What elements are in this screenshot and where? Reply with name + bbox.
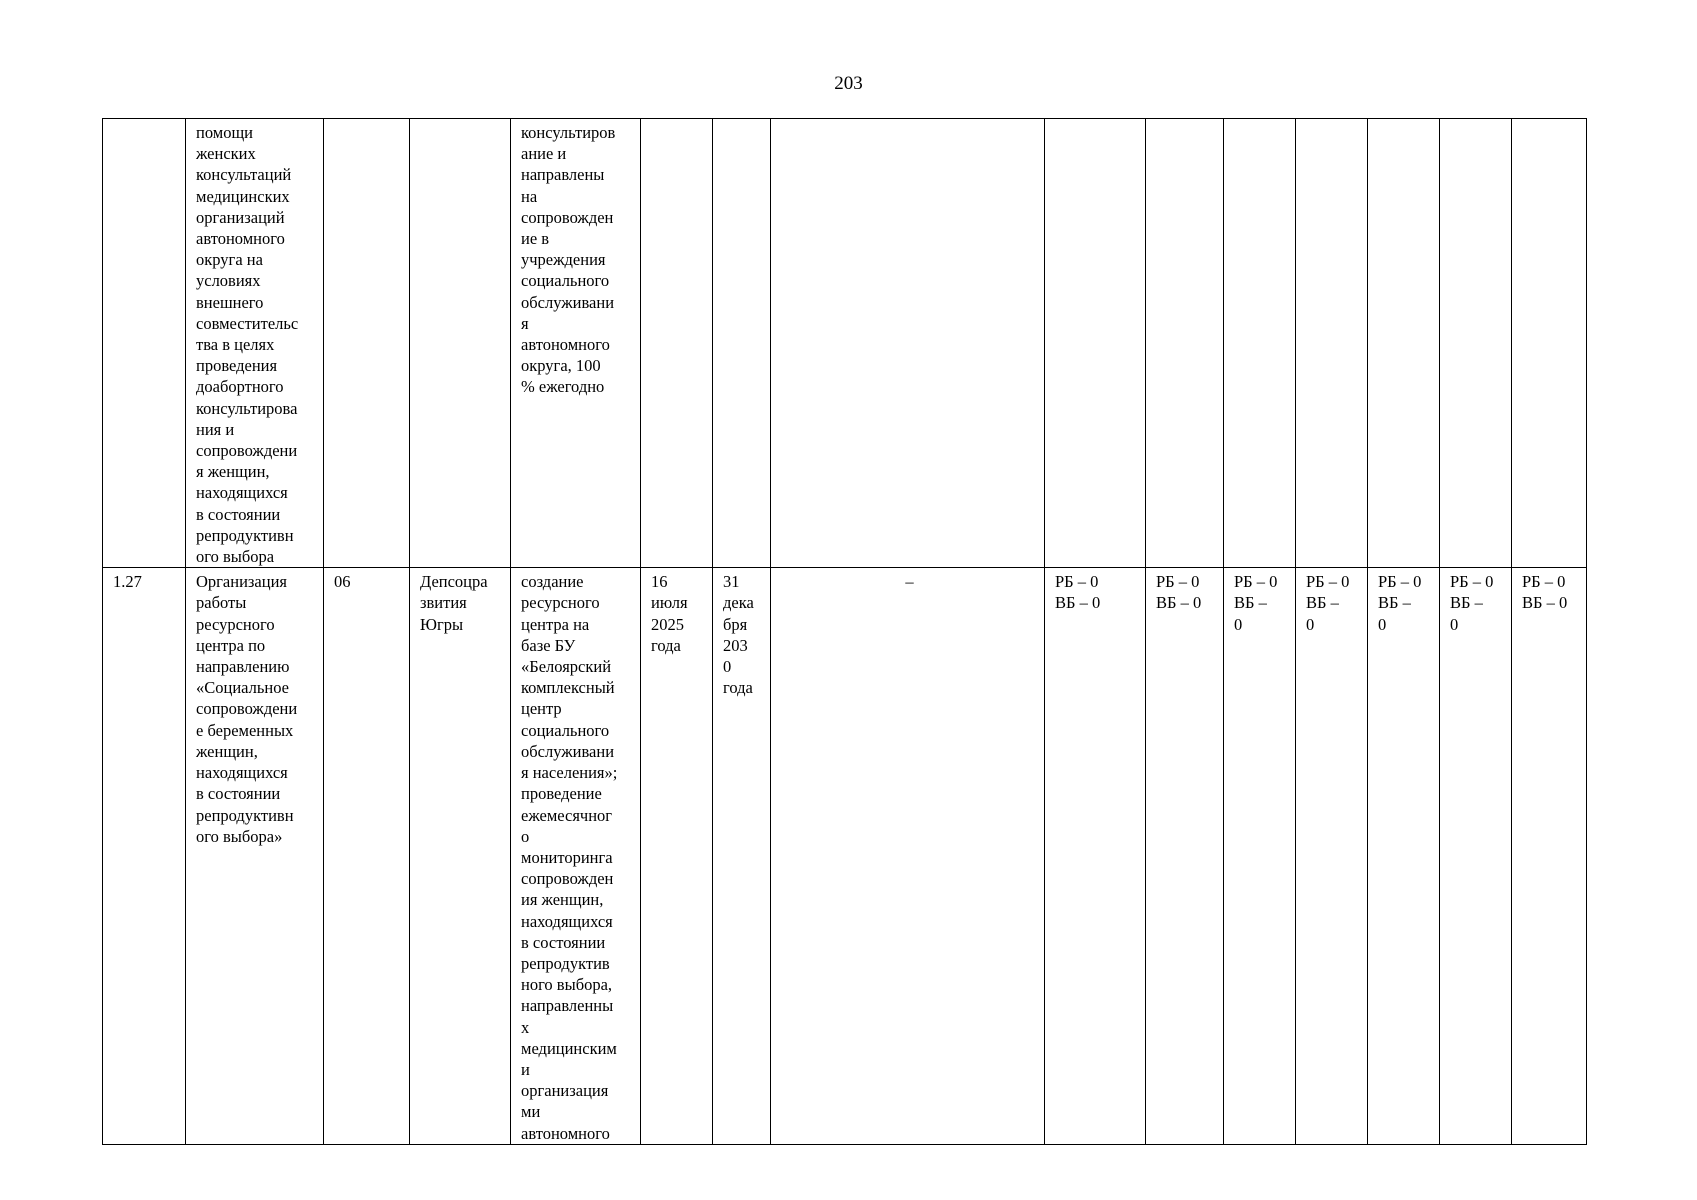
cell-text-line: х [521,1017,530,1037]
table-row [103,568,1587,1144]
cell-text-line: звития [420,593,467,613]
cell-text-line: ого выбора» [196,826,283,846]
cell-text-line: базе БУ [521,635,576,655]
cell-text-line: ия женщин, [521,890,604,910]
cell-text-line: бря [723,614,748,634]
cell-text-line: «Белоярский [521,657,612,677]
cell-text-line: сопровождени [196,441,298,461]
page-number: 203 [834,73,863,94]
cell-text-line: округа, 100 [521,356,601,376]
cell-text-line: условиях [196,271,261,291]
cell-activity-name [186,568,324,1144]
cell-text-line: 2025 [651,614,684,634]
cell-text-line: ресурсного [521,593,600,613]
cell-funding-3 [1224,568,1296,1144]
cell-result [511,119,641,568]
cell-text-line: обслуживани [521,292,615,312]
cell-text-line: года [723,678,753,698]
cell-text-line: автономного [521,335,610,355]
cell-text-line: 16 [651,572,668,592]
cell-text-line: 0 [1378,614,1387,634]
cell-text-line: округа на [196,250,263,270]
cell-text-line: 203 [723,635,748,655]
cell-end-date [713,119,771,568]
cell-text-line: ного выбора, [521,975,613,995]
cell-text-line: Организация [196,572,288,592]
cell-text-line: центра по [196,635,266,655]
cell-text-line: комплексный [521,678,615,698]
cell-responsible [410,119,511,568]
cell-text-line: медицинским [521,1038,617,1058]
cell-text-line: в состоянии [196,784,281,804]
cell-funding-7 [1512,568,1587,1144]
cell-text-line: доабортного [196,377,284,397]
cell-text-line: % ежегодно [521,377,605,397]
cell-funding-5 [1368,568,1440,1144]
cell-text-line: проведение [521,784,602,804]
cell-text-line: репродуктивн [196,805,294,825]
cell-result [511,568,641,1144]
cell-funding-2 [1146,568,1224,1144]
cell-text-line: РБ – 0 [1378,572,1422,592]
cell-note [771,119,1045,568]
cell-text-line: консультиров [521,123,616,142]
cell-funding-5 [1368,119,1440,568]
cell-text-line: направлению [196,657,290,677]
cell-number: 1.27 [103,568,186,1144]
cell-text-line: социального [521,720,610,740]
cell-text-line: РБ – 0 [1055,572,1099,592]
cell-text-line: находящихся [196,483,288,503]
cell-text-line: организаций [196,207,285,227]
cell-funding-3 [1224,119,1296,568]
cell-funding-1 [1045,119,1146,568]
cell-number [103,119,186,568]
cell-text-line: и [521,1059,530,1079]
cell-funding-2 [1146,119,1224,568]
cell-funding-6 [1440,119,1512,568]
cell-text-line: ВБ – 0 [1156,593,1202,613]
cell-text-line: женских [196,144,256,164]
cell-text-line: сопровожден [521,869,614,889]
cell-text-line: о [521,826,530,846]
cell-text-line: РБ – 0 [1306,572,1350,592]
cell-text-line: консультаций [196,165,292,185]
cell-text-line: совместительс [196,313,299,333]
cell-text-line: сопровожден [521,207,614,227]
cell-text-line: ие в [521,229,550,249]
activities-table [102,118,1587,1145]
cell-text-line: на [521,186,538,206]
cell-text-line: 0 [1234,614,1243,634]
cell-text-line: ресурсного [196,614,275,634]
cell-text-line: РБ – 0 [1234,572,1278,592]
cell-text-line: помощи [196,123,253,142]
cell-text-line: ми [521,1102,541,1122]
cell-text-line: женщин, [196,741,258,761]
cell-text-line: е беременных [196,720,294,740]
cell-text-line: «Социальное [196,678,289,698]
cell-text-line: в состоянии [196,504,281,524]
cell-text-line: находящихся [521,911,613,931]
cell-text-line: Югры [420,614,464,634]
cell-text-line: автономного [196,229,285,249]
cell-text-line: 0 [1450,614,1459,634]
cell-text-line: внешнего [196,292,264,312]
cell-text-line: работы [196,593,247,613]
cell-funding-4 [1296,568,1368,1144]
cell-text-line: РБ – 0 [1450,572,1494,592]
cell-text-line: организация [521,1081,609,1101]
cell-code [324,119,410,568]
cell-text-line: обслуживани [521,741,615,761]
cell-funding-7 [1512,119,1587,568]
cell-note: – [771,568,1045,1144]
cell-text-line: медицинских [196,186,290,206]
cell-text-line: РБ – 0 [1156,572,1200,592]
cell-funding-6 [1440,568,1512,1144]
cell-text-line: ание и [521,144,567,164]
cell-text-line: консультирова [196,398,298,418]
cell-text-line: социального [521,271,610,291]
cell-text-line: создание [521,572,584,592]
cell-text-line: ВБ – [1306,593,1339,613]
cell-text-line: в состоянии [521,932,606,952]
cell-text-line: учреждения [521,250,606,270]
cell-funding-1 [1045,568,1146,1144]
cell-text-line: 0 [723,657,732,677]
cell-text-line: автономного [521,1123,610,1143]
cell-text-line: я [521,313,529,333]
cell-text-line: ВБ – [1378,593,1411,613]
cell-text-line: я населения»; [521,763,618,783]
cell-text-line: ВБ – [1234,593,1267,613]
cell-text-line: 0 [1306,614,1315,634]
cell-text-line: дека [723,593,754,613]
cell-text-line: репродуктивн [196,525,294,545]
cell-funding-4 [1296,119,1368,568]
cell-text-line: ВБ – 0 [1055,593,1101,613]
cell-text-line: ВБ – [1450,593,1483,613]
cell-code: 06 [324,568,410,1144]
cell-start-date [641,568,713,1144]
cell-text-line: ВБ – 0 [1522,593,1568,613]
table-row [103,119,1587,568]
cell-text-line: репродуктив [521,953,610,973]
cell-activity-name [186,119,324,568]
cell-text-line: проведения [196,356,278,376]
cell-text-line: ния и [196,419,235,439]
cell-text-line: сопровождени [196,699,298,719]
cell-text-line: 31 [723,572,740,592]
cell-start-date [641,119,713,568]
cell-text-line: РБ – 0 [1522,572,1566,592]
cell-text-line: находящихся [196,763,288,783]
cell-text-line: я женщин, [196,462,270,482]
cell-text-line: направлены [521,165,605,185]
cell-text-line: Депсоцра [420,572,488,592]
cell-text-line: ого выбора [196,547,275,567]
cell-responsible [410,568,511,1144]
cell-end-date [713,568,771,1144]
cell-text-line: направленны [521,996,614,1016]
cell-text-line: центра на [521,614,590,634]
cell-text-line: ежемесячног [521,805,613,825]
cell-text-line: июля [651,593,688,613]
cell-text-line: мониторинга [521,847,613,867]
cell-text-line: тва в целях [196,335,275,355]
cell-text-line: центр [521,699,562,719]
cell-text-line: года [651,635,681,655]
